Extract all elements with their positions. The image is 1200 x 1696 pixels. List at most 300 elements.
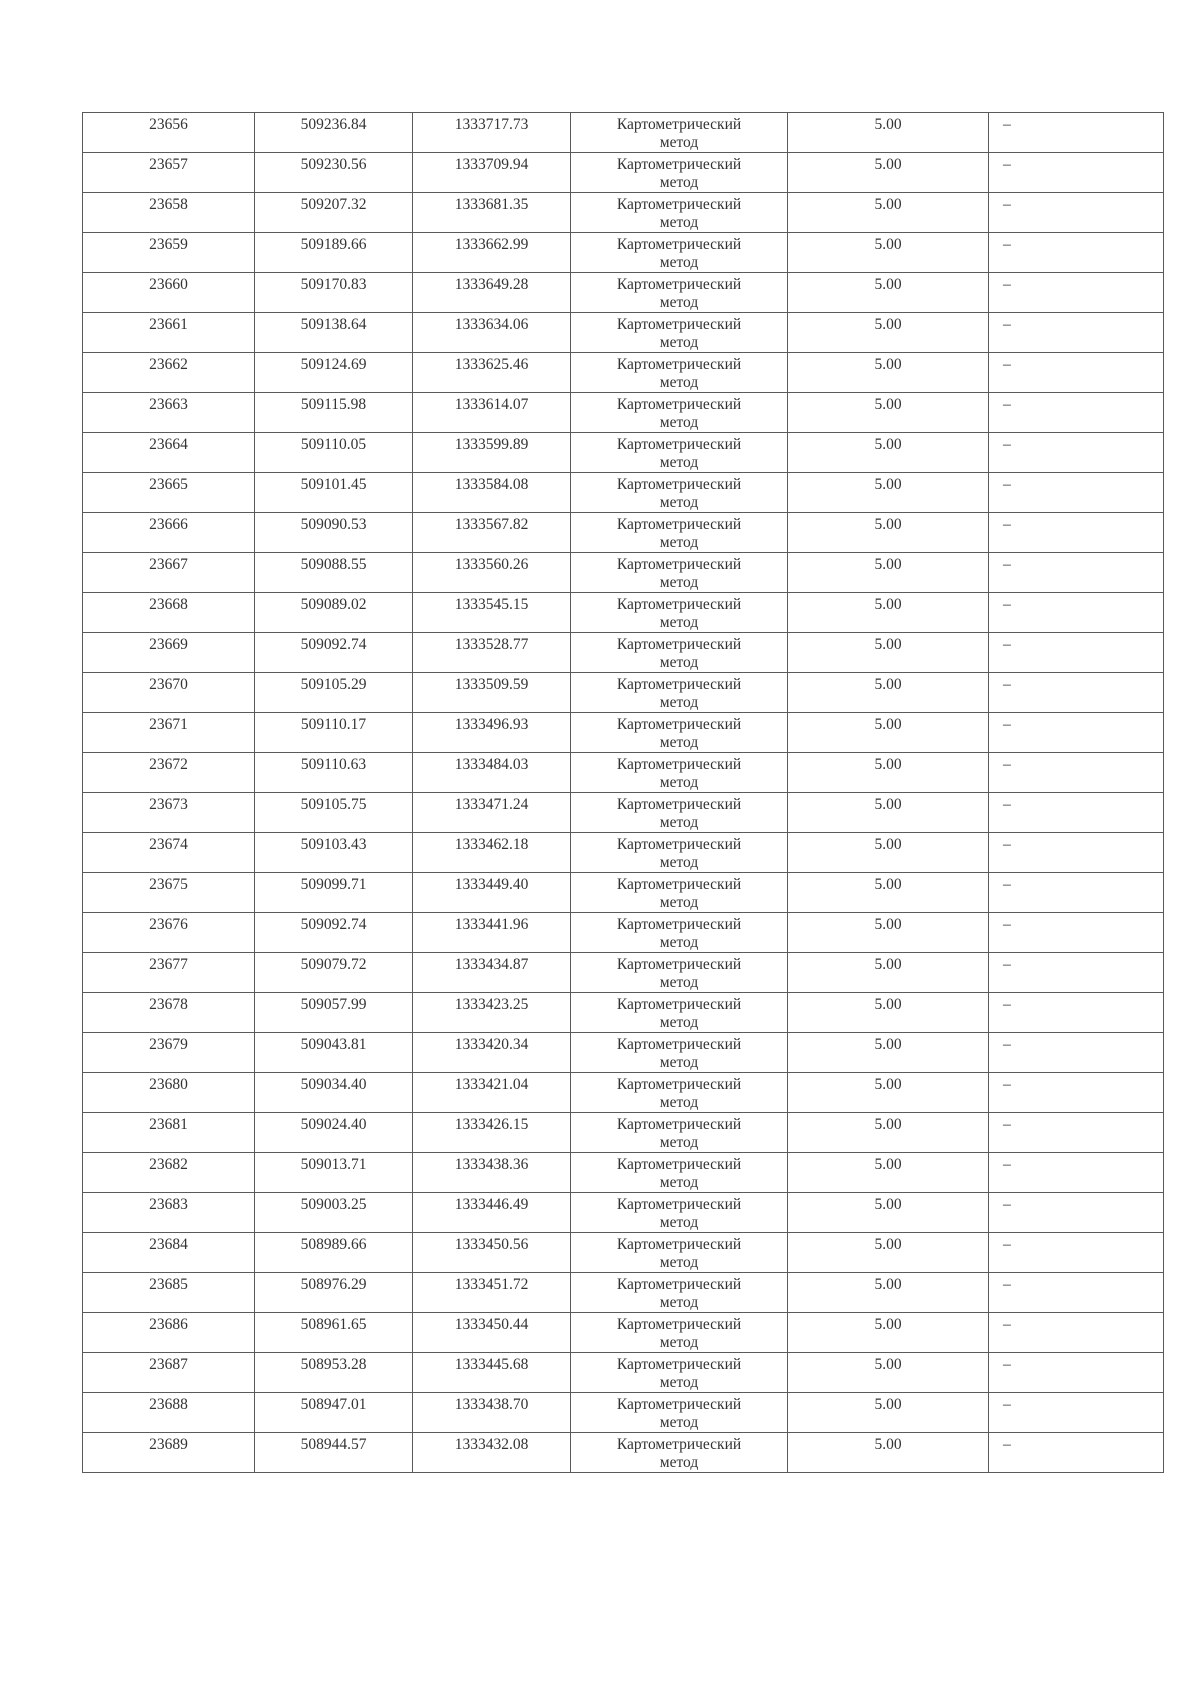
method-line-1: Картометрический bbox=[616, 1316, 742, 1333]
point-number-cell: 23667 bbox=[83, 553, 255, 593]
method-cell bbox=[571, 513, 788, 553]
method-cell bbox=[571, 1153, 788, 1193]
y-coordinate-cell: 1333634.06 bbox=[413, 313, 571, 353]
accuracy-cell: 5.00 bbox=[788, 233, 989, 273]
y-coordinate-cell: 1333509.59 bbox=[413, 673, 571, 713]
method-line-1: Картометрический bbox=[616, 356, 742, 373]
table-row bbox=[83, 433, 1164, 473]
method-cell bbox=[571, 1273, 788, 1313]
accuracy-cell: 5.00 bbox=[788, 753, 989, 793]
point-number-cell: 23663 bbox=[83, 393, 255, 433]
x-coordinate-cell: 509189.66 bbox=[255, 233, 413, 273]
method-line-1: Картометрический bbox=[616, 1036, 742, 1053]
description-cell: – bbox=[989, 313, 1164, 353]
y-coordinate-cell: 1333438.36 bbox=[413, 1153, 571, 1193]
method-line-2: метод bbox=[659, 1014, 699, 1031]
point-number-cell: 23671 bbox=[83, 713, 255, 753]
accuracy-cell: 5.00 bbox=[788, 1273, 989, 1313]
method-cell bbox=[571, 353, 788, 393]
y-coordinate-cell: 1333445.68 bbox=[413, 1353, 571, 1393]
table-row bbox=[83, 913, 1164, 953]
method-line-2: метод bbox=[659, 614, 699, 631]
method-line-2: метод bbox=[659, 414, 699, 431]
description-cell: – bbox=[989, 913, 1164, 953]
description-cell: – bbox=[989, 433, 1164, 473]
description-cell: – bbox=[989, 1273, 1164, 1313]
method-line-1: Картометрический bbox=[616, 1076, 742, 1093]
point-number-cell: 23662 bbox=[83, 353, 255, 393]
method-line-1: Картометрический bbox=[616, 636, 742, 653]
method-line-2: метод bbox=[659, 334, 699, 351]
y-coordinate-cell: 1333421.04 bbox=[413, 1073, 571, 1113]
point-number-cell: 23686 bbox=[83, 1313, 255, 1353]
accuracy-cell: 5.00 bbox=[788, 593, 989, 633]
method-line-2: метод bbox=[659, 1054, 699, 1071]
accuracy-cell: 5.00 bbox=[788, 273, 989, 313]
accuracy-cell: 5.00 bbox=[788, 1193, 989, 1233]
method-cell bbox=[571, 553, 788, 593]
description-cell: – bbox=[989, 233, 1164, 273]
x-coordinate-cell: 509092.74 bbox=[255, 913, 413, 953]
table-row bbox=[83, 113, 1164, 153]
table-row bbox=[83, 1033, 1164, 1073]
accuracy-cell: 5.00 bbox=[788, 1433, 989, 1473]
table-row bbox=[83, 633, 1164, 673]
table-row bbox=[83, 953, 1164, 993]
method-line-2: метод bbox=[659, 294, 699, 311]
method-cell bbox=[571, 1073, 788, 1113]
x-coordinate-cell: 509079.72 bbox=[255, 953, 413, 993]
method-line-1: Картометрический bbox=[616, 1116, 742, 1133]
accuracy-cell: 5.00 bbox=[788, 473, 989, 513]
method-line-2: метод bbox=[659, 654, 699, 671]
description-cell: – bbox=[989, 713, 1164, 753]
table-row bbox=[83, 353, 1164, 393]
description-cell: – bbox=[989, 1233, 1164, 1273]
x-coordinate-cell: 509013.71 bbox=[255, 1153, 413, 1193]
method-cell bbox=[571, 393, 788, 433]
table-row bbox=[83, 393, 1164, 433]
method-line-2: метод bbox=[659, 254, 699, 271]
y-coordinate-cell: 1333584.08 bbox=[413, 473, 571, 513]
point-number-cell: 23687 bbox=[83, 1353, 255, 1393]
method-line-1: Картометрический bbox=[616, 756, 742, 773]
method-cell bbox=[571, 833, 788, 873]
x-coordinate-cell: 509089.02 bbox=[255, 593, 413, 633]
method-line-1: Картометрический bbox=[616, 676, 742, 693]
point-number-cell: 23682 bbox=[83, 1153, 255, 1193]
description-cell: – bbox=[989, 393, 1164, 433]
method-cell bbox=[571, 1233, 788, 1273]
point-number-cell: 23660 bbox=[83, 273, 255, 313]
method-line-2: метод bbox=[659, 1454, 699, 1471]
method-line-2: метод bbox=[659, 494, 699, 511]
method-line-1: Картометрический bbox=[616, 396, 742, 413]
table-row bbox=[83, 1393, 1164, 1433]
y-coordinate-cell: 1333441.96 bbox=[413, 913, 571, 953]
method-line-1: Картометрический bbox=[616, 116, 742, 133]
x-coordinate-cell: 509057.99 bbox=[255, 993, 413, 1033]
method-line-2: метод bbox=[659, 1134, 699, 1151]
method-line-1: Картометрический bbox=[616, 836, 742, 853]
y-coordinate-cell: 1333438.70 bbox=[413, 1393, 571, 1433]
description-cell: – bbox=[989, 833, 1164, 873]
accuracy-cell: 5.00 bbox=[788, 553, 989, 593]
method-cell bbox=[571, 153, 788, 193]
y-coordinate-cell: 1333681.35 bbox=[413, 193, 571, 233]
description-cell: – bbox=[989, 1153, 1164, 1193]
method-line-1: Картометрический bbox=[616, 276, 742, 293]
table-row bbox=[83, 833, 1164, 873]
x-coordinate-cell: 509103.43 bbox=[255, 833, 413, 873]
table-row bbox=[83, 233, 1164, 273]
method-cell bbox=[571, 1033, 788, 1073]
method-cell bbox=[571, 1113, 788, 1153]
table-row bbox=[83, 513, 1164, 553]
method-cell bbox=[571, 473, 788, 513]
description-cell: – bbox=[989, 1113, 1164, 1153]
point-number-cell: 23672 bbox=[83, 753, 255, 793]
table-row bbox=[83, 193, 1164, 233]
description-cell: – bbox=[989, 273, 1164, 313]
x-coordinate-cell: 509115.98 bbox=[255, 393, 413, 433]
accuracy-cell: 5.00 bbox=[788, 353, 989, 393]
method-cell bbox=[571, 433, 788, 473]
accuracy-cell: 5.00 bbox=[788, 1313, 989, 1353]
y-coordinate-cell: 1333462.18 bbox=[413, 833, 571, 873]
method-cell bbox=[571, 193, 788, 233]
method-line-2: метод bbox=[659, 214, 699, 231]
accuracy-cell: 5.00 bbox=[788, 1353, 989, 1393]
table-row bbox=[83, 1073, 1164, 1113]
y-coordinate-cell: 1333649.28 bbox=[413, 273, 571, 313]
table-row bbox=[83, 1113, 1164, 1153]
table-row bbox=[83, 1313, 1164, 1353]
x-coordinate-cell: 509105.29 bbox=[255, 673, 413, 713]
accuracy-cell: 5.00 bbox=[788, 633, 989, 673]
method-line-2: метод bbox=[659, 854, 699, 871]
method-line-2: метод bbox=[659, 374, 699, 391]
point-number-cell: 23665 bbox=[83, 473, 255, 513]
method-cell bbox=[571, 673, 788, 713]
description-cell: – bbox=[989, 473, 1164, 513]
accuracy-cell: 5.00 bbox=[788, 1393, 989, 1433]
accuracy-cell: 5.00 bbox=[788, 513, 989, 553]
table-row bbox=[83, 553, 1164, 593]
method-cell bbox=[571, 593, 788, 633]
method-line-1: Картометрический bbox=[616, 1396, 742, 1413]
y-coordinate-cell: 1333432.08 bbox=[413, 1433, 571, 1473]
x-coordinate-cell: 508976.29 bbox=[255, 1273, 413, 1313]
x-coordinate-cell: 509124.69 bbox=[255, 353, 413, 393]
method-cell bbox=[571, 793, 788, 833]
table-row bbox=[83, 753, 1164, 793]
method-line-1: Картометрический bbox=[616, 236, 742, 253]
description-cell: – bbox=[989, 993, 1164, 1033]
x-coordinate-cell: 508953.28 bbox=[255, 1353, 413, 1393]
accuracy-cell: 5.00 bbox=[788, 833, 989, 873]
y-coordinate-cell: 1333709.94 bbox=[413, 153, 571, 193]
method-cell bbox=[571, 1353, 788, 1393]
method-line-1: Картометрический bbox=[616, 596, 742, 613]
point-number-cell: 23674 bbox=[83, 833, 255, 873]
table-row bbox=[83, 273, 1164, 313]
description-cell: – bbox=[989, 1193, 1164, 1233]
method-line-1: Картометрический bbox=[616, 436, 742, 453]
accuracy-cell: 5.00 bbox=[788, 193, 989, 233]
method-cell bbox=[571, 1193, 788, 1233]
table-row bbox=[83, 473, 1164, 513]
table-row bbox=[83, 593, 1164, 633]
method-cell bbox=[571, 633, 788, 673]
x-coordinate-cell: 508989.66 bbox=[255, 1233, 413, 1273]
table-row bbox=[83, 153, 1164, 193]
y-coordinate-cell: 1333614.07 bbox=[413, 393, 571, 433]
method-cell bbox=[571, 1433, 788, 1473]
point-number-cell: 23657 bbox=[83, 153, 255, 193]
method-line-2: метод bbox=[659, 734, 699, 751]
y-coordinate-cell: 1333449.40 bbox=[413, 873, 571, 913]
x-coordinate-cell: 509170.83 bbox=[255, 273, 413, 313]
table-row bbox=[83, 873, 1164, 913]
point-number-cell: 23677 bbox=[83, 953, 255, 993]
point-number-cell: 23680 bbox=[83, 1073, 255, 1113]
y-coordinate-cell: 1333567.82 bbox=[413, 513, 571, 553]
table-row bbox=[83, 1433, 1164, 1473]
accuracy-cell: 5.00 bbox=[788, 993, 989, 1033]
description-cell: – bbox=[989, 673, 1164, 713]
method-line-1: Картометрический bbox=[616, 796, 742, 813]
method-cell bbox=[571, 113, 788, 153]
method-line-2: метод bbox=[659, 1374, 699, 1391]
description-cell: – bbox=[989, 753, 1164, 793]
table-row bbox=[83, 993, 1164, 1033]
method-line-2: метод bbox=[659, 134, 699, 151]
point-number-cell: 23658 bbox=[83, 193, 255, 233]
method-line-2: метод bbox=[659, 814, 699, 831]
table-row bbox=[83, 1193, 1164, 1233]
x-coordinate-cell: 509043.81 bbox=[255, 1033, 413, 1073]
description-cell: – bbox=[989, 873, 1164, 913]
description-cell: – bbox=[989, 153, 1164, 193]
y-coordinate-cell: 1333426.15 bbox=[413, 1113, 571, 1153]
point-number-cell: 23689 bbox=[83, 1433, 255, 1473]
method-line-1: Картометрический bbox=[616, 956, 742, 973]
accuracy-cell: 5.00 bbox=[788, 1073, 989, 1113]
method-line-2: метод bbox=[659, 1094, 699, 1111]
y-coordinate-cell: 1333434.87 bbox=[413, 953, 571, 993]
point-number-cell: 23664 bbox=[83, 433, 255, 473]
x-coordinate-cell: 509101.45 bbox=[255, 473, 413, 513]
method-cell bbox=[571, 1393, 788, 1433]
y-coordinate-cell: 1333450.44 bbox=[413, 1313, 571, 1353]
point-number-cell: 23656 bbox=[83, 113, 255, 153]
method-line-2: метод bbox=[659, 1174, 699, 1191]
table-row bbox=[83, 1353, 1164, 1393]
point-number-cell: 23668 bbox=[83, 593, 255, 633]
description-cell: – bbox=[989, 633, 1164, 673]
coordinates-table bbox=[82, 112, 1164, 1473]
accuracy-cell: 5.00 bbox=[788, 113, 989, 153]
table-row bbox=[83, 1153, 1164, 1193]
method-cell bbox=[571, 233, 788, 273]
method-cell bbox=[571, 273, 788, 313]
method-line-1: Картометрический bbox=[616, 1436, 742, 1453]
x-coordinate-cell: 508947.01 bbox=[255, 1393, 413, 1433]
method-line-1: Картометрический bbox=[616, 1156, 742, 1173]
method-line-2: метод bbox=[659, 1254, 699, 1271]
method-line-1: Картометрический bbox=[616, 1276, 742, 1293]
point-number-cell: 23669 bbox=[83, 633, 255, 673]
method-line-1: Картометрический bbox=[616, 916, 742, 933]
method-line-1: Картометрический bbox=[616, 196, 742, 213]
method-line-2: метод bbox=[659, 974, 699, 991]
accuracy-cell: 5.00 bbox=[788, 1113, 989, 1153]
table-row bbox=[83, 1233, 1164, 1273]
point-number-cell: 23678 bbox=[83, 993, 255, 1033]
description-cell: – bbox=[989, 193, 1164, 233]
description-cell: – bbox=[989, 953, 1164, 993]
x-coordinate-cell: 509207.32 bbox=[255, 193, 413, 233]
method-line-1: Картометрический bbox=[616, 316, 742, 333]
y-coordinate-cell: 1333484.03 bbox=[413, 753, 571, 793]
x-coordinate-cell: 509092.74 bbox=[255, 633, 413, 673]
y-coordinate-cell: 1333625.46 bbox=[413, 353, 571, 393]
method-line-2: метод bbox=[659, 894, 699, 911]
x-coordinate-cell: 509236.84 bbox=[255, 113, 413, 153]
point-number-cell: 23681 bbox=[83, 1113, 255, 1153]
point-number-cell: 23688 bbox=[83, 1393, 255, 1433]
method-cell bbox=[571, 313, 788, 353]
method-line-2: метод bbox=[659, 1214, 699, 1231]
description-cell: – bbox=[989, 793, 1164, 833]
x-coordinate-cell: 509099.71 bbox=[255, 873, 413, 913]
method-line-1: Картометрический bbox=[616, 876, 742, 893]
accuracy-cell: 5.00 bbox=[788, 793, 989, 833]
method-line-2: метод bbox=[659, 774, 699, 791]
description-cell: – bbox=[989, 1033, 1164, 1073]
description-cell: – bbox=[989, 353, 1164, 393]
x-coordinate-cell: 509024.40 bbox=[255, 1113, 413, 1153]
description-cell: – bbox=[989, 1433, 1164, 1473]
accuracy-cell: 5.00 bbox=[788, 673, 989, 713]
x-coordinate-cell: 509110.05 bbox=[255, 433, 413, 473]
y-coordinate-cell: 1333717.73 bbox=[413, 113, 571, 153]
method-cell bbox=[571, 1313, 788, 1353]
accuracy-cell: 5.00 bbox=[788, 1233, 989, 1273]
method-line-1: Картометрический bbox=[616, 716, 742, 733]
description-cell: – bbox=[989, 1393, 1164, 1433]
accuracy-cell: 5.00 bbox=[788, 433, 989, 473]
method-cell bbox=[571, 873, 788, 913]
description-cell: – bbox=[989, 553, 1164, 593]
description-cell: – bbox=[989, 1073, 1164, 1113]
y-coordinate-cell: 1333528.77 bbox=[413, 633, 571, 673]
method-cell bbox=[571, 713, 788, 753]
x-coordinate-cell: 509003.25 bbox=[255, 1193, 413, 1233]
y-coordinate-cell: 1333451.72 bbox=[413, 1273, 571, 1313]
description-cell: – bbox=[989, 1313, 1164, 1353]
point-number-cell: 23666 bbox=[83, 513, 255, 553]
method-line-1: Картометрический bbox=[616, 156, 742, 173]
method-line-2: метод bbox=[659, 534, 699, 551]
x-coordinate-cell: 509138.64 bbox=[255, 313, 413, 353]
accuracy-cell: 5.00 bbox=[788, 393, 989, 433]
point-number-cell: 23685 bbox=[83, 1273, 255, 1313]
method-line-2: метод bbox=[659, 174, 699, 191]
table-row bbox=[83, 313, 1164, 353]
method-line-1: Картометрический bbox=[616, 556, 742, 573]
y-coordinate-cell: 1333471.24 bbox=[413, 793, 571, 833]
method-line-2: метод bbox=[659, 1294, 699, 1311]
accuracy-cell: 5.00 bbox=[788, 313, 989, 353]
x-coordinate-cell: 509105.75 bbox=[255, 793, 413, 833]
point-number-cell: 23683 bbox=[83, 1193, 255, 1233]
description-cell: – bbox=[989, 593, 1164, 633]
method-cell bbox=[571, 993, 788, 1033]
accuracy-cell: 5.00 bbox=[788, 953, 989, 993]
method-line-1: Картометрический bbox=[616, 1236, 742, 1253]
table-row bbox=[83, 713, 1164, 753]
point-number-cell: 23675 bbox=[83, 873, 255, 913]
x-coordinate-cell: 508961.65 bbox=[255, 1313, 413, 1353]
method-cell bbox=[571, 953, 788, 993]
description-cell: – bbox=[989, 113, 1164, 153]
point-number-cell: 23684 bbox=[83, 1233, 255, 1273]
accuracy-cell: 5.00 bbox=[788, 713, 989, 753]
method-cell bbox=[571, 913, 788, 953]
y-coordinate-cell: 1333450.56 bbox=[413, 1233, 571, 1273]
point-number-cell: 23679 bbox=[83, 1033, 255, 1073]
x-coordinate-cell: 509110.17 bbox=[255, 713, 413, 753]
point-number-cell: 23659 bbox=[83, 233, 255, 273]
x-coordinate-cell: 509090.53 bbox=[255, 513, 413, 553]
method-line-2: метод bbox=[659, 454, 699, 471]
method-line-2: метод bbox=[659, 1334, 699, 1351]
method-line-2: метод bbox=[659, 574, 699, 591]
point-number-cell: 23670 bbox=[83, 673, 255, 713]
x-coordinate-cell: 509034.40 bbox=[255, 1073, 413, 1113]
method-line-1: Картометрический bbox=[616, 476, 742, 493]
description-cell: – bbox=[989, 513, 1164, 553]
accuracy-cell: 5.00 bbox=[788, 913, 989, 953]
y-coordinate-cell: 1333420.34 bbox=[413, 1033, 571, 1073]
method-line-1: Картометрический bbox=[616, 1196, 742, 1213]
point-number-cell: 23676 bbox=[83, 913, 255, 953]
x-coordinate-cell: 509110.63 bbox=[255, 753, 413, 793]
method-line-1: Картометрический bbox=[616, 996, 742, 1013]
y-coordinate-cell: 1333545.15 bbox=[413, 593, 571, 633]
point-number-cell: 23661 bbox=[83, 313, 255, 353]
point-number-cell: 23673 bbox=[83, 793, 255, 833]
y-coordinate-cell: 1333662.99 bbox=[413, 233, 571, 273]
x-coordinate-cell: 509088.55 bbox=[255, 553, 413, 593]
method-line-2: метод bbox=[659, 1414, 699, 1431]
table-row bbox=[83, 1273, 1164, 1313]
y-coordinate-cell: 1333560.26 bbox=[413, 553, 571, 593]
accuracy-cell: 5.00 bbox=[788, 1153, 989, 1193]
table-row bbox=[83, 793, 1164, 833]
x-coordinate-cell: 508944.57 bbox=[255, 1433, 413, 1473]
method-cell bbox=[571, 753, 788, 793]
method-line-1: Картометрический bbox=[616, 1356, 742, 1373]
y-coordinate-cell: 1333423.25 bbox=[413, 993, 571, 1033]
y-coordinate-cell: 1333446.49 bbox=[413, 1193, 571, 1233]
method-line-2: метод bbox=[659, 694, 699, 711]
description-cell: – bbox=[989, 1353, 1164, 1393]
method-line-1: Картометрический bbox=[616, 516, 742, 533]
accuracy-cell: 5.00 bbox=[788, 1033, 989, 1073]
